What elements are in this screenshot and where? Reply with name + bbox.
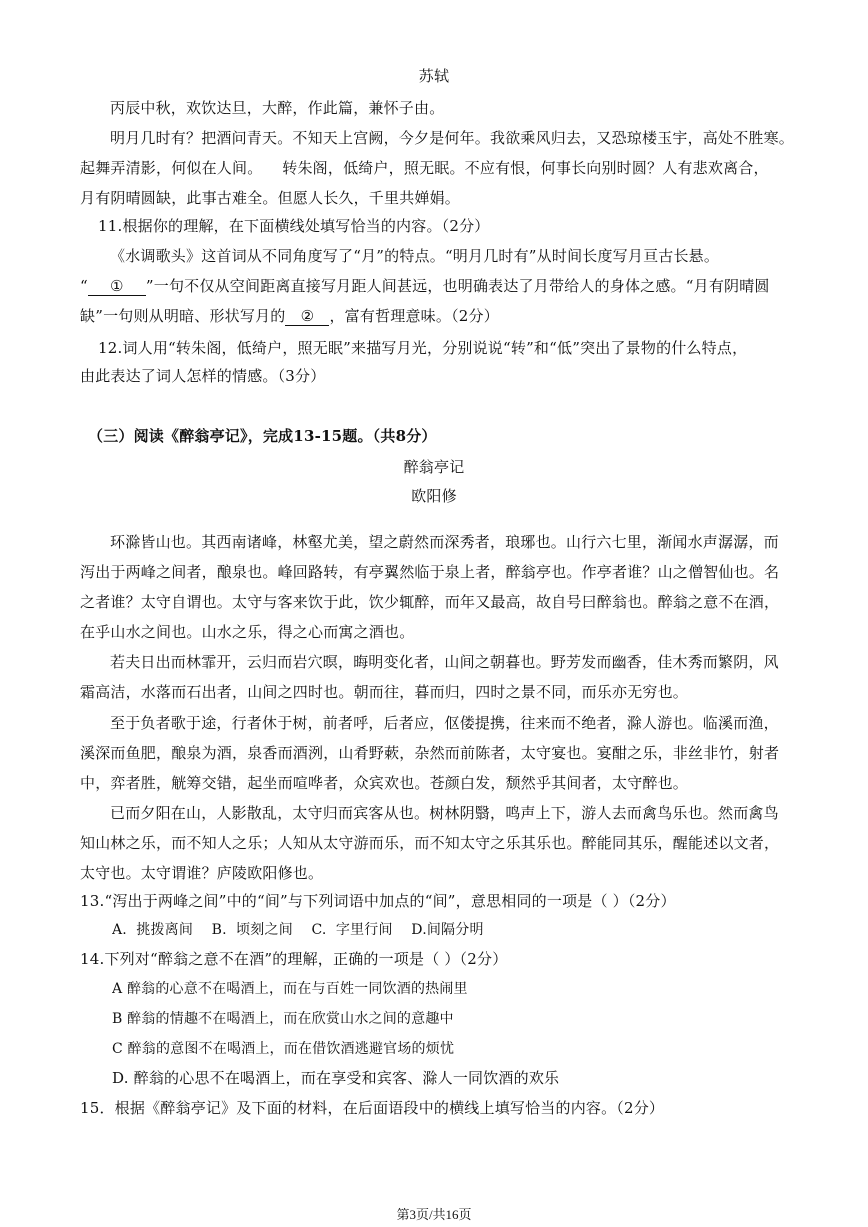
- essay-line: 在乎山水之间也。山水之乐，得之心而寓之酒也。: [80, 623, 415, 641]
- poem-preface: 丙辰中秋，欢饮达旦，大醉，作此篇，兼怀子由。: [110, 99, 445, 117]
- question-11-paragraph: [80, 276, 800, 296]
- section-3-heading: （三）阅读《醉翁亭记》，完成13-15题。（共8分）: [88, 427, 437, 445]
- essay-title: 醉翁亭记: [403, 458, 465, 476]
- question-12-stem: 12.词人用“转朱阁，低绮户，照无眠”来描写月光，分别说说“转”和“低”突出了景物的什么特点，: [98, 339, 748, 357]
- essay-line: 泻出于两峰之间者，酿泉也。峰回路转，有亭翼然临于泉上者，醉翁亭也。作亭者谁？山之僧智仙也。名: [80, 563, 780, 581]
- blank-1: ①: [88, 277, 146, 296]
- essay-line: 若夫日出而林霏开，云归而岩穴暝，晦明变化者，山间之朝暮也。野芳发而幽香，佳木秀而繁阴，风: [110, 653, 779, 671]
- question-13-stem: 13.“泻出于两峰之间”中的“间”与下列词语中加点的“间”，意思相同的一项是（ ）（2分）: [80, 892, 676, 910]
- question-11-paragraph: [80, 306, 800, 326]
- question-13-options: A. 挑拨离间 B. 顷刻之间 C. 字里行间 D.间隔分明: [112, 922, 484, 938]
- essay-line: 已而夕阳在山，人影散乱，太守归而宾客从也。树林阴翳，鸣声上下，游人去而禽鸟乐也。然而禽鸟: [110, 804, 779, 822]
- essay-author: 欧阳修: [411, 487, 457, 505]
- question-12-stem: 由此表达了词人怎样的情感。（3分）: [80, 367, 326, 385]
- question-14-option-a: A 醉翁的心意不在喝酒上，而在与百姓一同饮酒的热闹里: [112, 981, 468, 997]
- question-14-option-b: B 醉翁的情趣不在喝酒上，而在欣赏山水之间的意趣中: [112, 1011, 454, 1027]
- essay-line: 环滁皆山也。其西南诸峰，林壑尤美，望之蔚然而深秀者，琅琊也。山行六七里，渐闻水声潺潺，而: [110, 533, 779, 551]
- question-11-text: 缺”一句则从明暗、形状写月的: [80, 307, 286, 325]
- essay-line: 溪深而鱼肥，酿泉为酒，泉香而酒洌，山肴野蔌，杂然而前陈者，太守宴也。宴酣之乐，非丝非竹，射者: [80, 744, 780, 762]
- question-11-text: ，富有哲理意味。（2分）: [329, 307, 499, 325]
- question-14-option-c: C 醉翁的意图不在喝酒上，而在借饮酒逃避官场的烦忧: [112, 1041, 455, 1057]
- essay-line: 太守也。太守谓谁？庐陵欧阳修也。: [80, 864, 324, 882]
- poem-author: 苏轼: [418, 67, 450, 85]
- question-11-text: ”一句不仅从空间距离直接写月距人间甚远，也明确表达了月带给人的身体之感。“月有阴晴圆: [145, 277, 770, 295]
- question-11-paragraph: 《水调歌头》这首词从不同角度写了“月”的特点。“明月几时有”从时间长度写月亘古长悬。: [110, 247, 720, 265]
- question-14-stem: 14.下列对“醉翁之意不在酒”的理解，正确的一项是（ ）（2分）: [80, 950, 508, 968]
- question-11-stem: 11.根据你的理解，在下面横线处填写恰当的内容。（2分）: [98, 217, 490, 235]
- poem-line: 起舞弄清影，何似在人间。 转朱阁，低绮户，照无眠。不应有恨，何事长向别时圆？人有悲欢离合，: [80, 159, 769, 177]
- page-number: 第3页/共16页: [396, 1207, 472, 1222]
- question-14-option-d: D. 醉翁的心思不在喝酒上，而在享受和宾客、滁人一同饮酒的欢乐: [112, 1069, 560, 1087]
- poem-line: 月有阴晴圆缺，此事古难全。但愿人长久，千里共婵娟。: [80, 189, 461, 207]
- essay-line: 中，弈者胜，觥筹交错，起坐而喧哗者，众宾欢也。苍颜白发，颓然乎其间者，太守醉也。: [80, 774, 689, 792]
- essay-line: 霜高洁，水落而石出者，山间之四时也。朝而往，暮而归，四时之景不同，而乐亦无穷也。: [80, 683, 689, 701]
- blank-2: ②: [285, 307, 329, 326]
- essay-line: 至于负者歌于途，行者休于树，前者呼，后者应，伛偻提携，往来而不绝者，滁人游也。临溪而渔，: [110, 714, 779, 732]
- essay-line: 知山林之乐，而不知人之乐；人知从太守游而乐，而不知太守之乐其乐也。醉能同其乐，醒能述以文者，: [80, 834, 780, 852]
- question-15-stem: 15．根据《醉翁亭记》及下面的材料，在后面语段中的横线上填写恰当的内容。（2分）: [80, 1099, 665, 1117]
- poem-line: 明月几时有？把酒问青天。不知天上宫阙，今夕是何年。我欲乘风归去，又恐琼楼玉宇，高处不胜寒。: [110, 129, 795, 147]
- quote-open: “: [80, 277, 88, 295]
- essay-line: 之者谁？太守自谓也。太守与客来饮于此，饮少辄醉，而年又最高，故自号曰醉翁也。醉翁之意不在酒，: [80, 593, 780, 611]
